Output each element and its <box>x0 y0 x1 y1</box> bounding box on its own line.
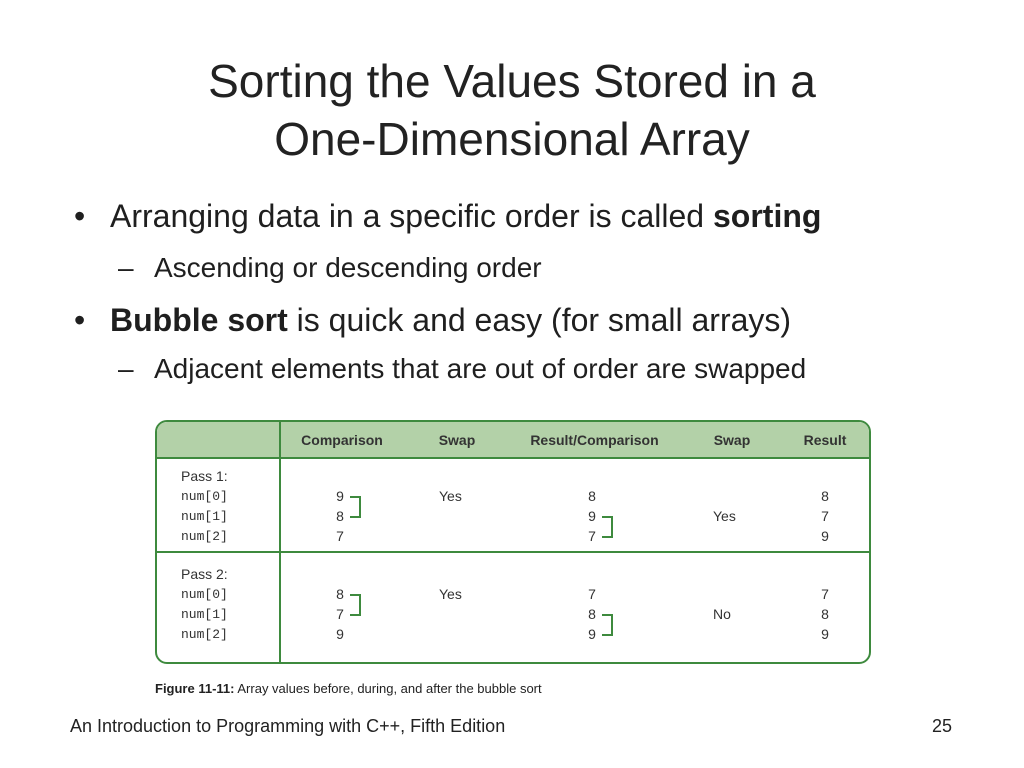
sub-bullet-text: Ascending or descending order <box>154 252 542 283</box>
index-label: num[0] <box>181 489 228 504</box>
column-divider <box>279 422 281 662</box>
figure-header-row <box>157 422 869 459</box>
result-value: 9 <box>821 528 829 544</box>
bullet-bold-term: Bubble sort <box>110 302 288 338</box>
swap-value: Yes <box>439 488 462 504</box>
bullet-text <box>110 302 791 339</box>
index-label: num[2] <box>181 529 228 544</box>
comparison-value: 7 <box>336 528 344 544</box>
bullet-text <box>110 198 821 235</box>
result-value: 7 <box>821 586 829 602</box>
comparison-value: 9 <box>336 626 344 642</box>
header-result: Result <box>803 432 847 448</box>
index-label: num[1] <box>181 607 228 622</box>
comparison-value: 8 <box>336 586 344 602</box>
footer-book-title: An Introduction to Programming with C++, Fifth Edition <box>70 716 506 736</box>
result-value: 7 <box>821 508 829 524</box>
index-label: num[2] <box>181 627 228 642</box>
sub-bullet-marker: – <box>118 353 134 384</box>
bubble-sort-figure <box>155 420 871 664</box>
row-divider <box>157 551 869 553</box>
caption-text: Array values before, during, and after the bubble sort <box>234 681 542 696</box>
comparison-bracket <box>602 516 613 538</box>
comparison-value: 8 <box>336 508 344 524</box>
result-comparison-value: 8 <box>588 606 596 622</box>
result-comparison-value: 9 <box>588 626 596 642</box>
bullet-bold-term: sorting <box>712 198 822 234</box>
bullet-text-before: Arranging data in a specific order is called <box>110 198 713 234</box>
header-comparison: Comparison <box>301 432 383 448</box>
comparison-bracket <box>350 496 361 518</box>
swap-value: No <box>713 606 731 622</box>
page-number: 25 <box>932 716 953 736</box>
title-line-2: One-Dimensional Array <box>274 113 750 165</box>
header-swap-2: Swap <box>713 432 751 448</box>
result-value: 8 <box>821 488 829 504</box>
slide-title <box>0 52 1024 168</box>
result-value: 9 <box>821 626 829 642</box>
pass-label: Pass 2: <box>181 566 228 582</box>
bullet-marker: • <box>74 198 86 234</box>
pass-label: Pass 1: <box>181 468 228 484</box>
comparison-bracket <box>350 594 361 616</box>
figure-caption <box>155 681 542 696</box>
index-label: num[1] <box>181 509 228 524</box>
swap-value: Yes <box>713 508 736 524</box>
index-label: num[0] <box>181 587 228 602</box>
title-line-1: Sorting the Values Stored in a <box>208 55 816 107</box>
comparison-bracket <box>602 614 613 636</box>
caption-label: Figure 11-11: <box>155 681 235 696</box>
header-swap-1: Swap <box>438 432 476 448</box>
result-comparison-value: 8 <box>588 488 596 504</box>
result-comparison-value: 7 <box>588 586 596 602</box>
result-comparison-value: 9 <box>588 508 596 524</box>
header-result-comparison: Result/Comparison <box>530 432 659 448</box>
swap-value: Yes <box>439 586 462 602</box>
result-value: 8 <box>821 606 829 622</box>
bullet-marker: • <box>74 302 86 338</box>
comparison-value: 7 <box>336 606 344 622</box>
comparison-value: 9 <box>336 488 344 504</box>
sub-bullet-marker: – <box>118 252 134 283</box>
bullet-text-after: is quick and easy (for small arrays) <box>287 302 792 338</box>
result-comparison-value: 7 <box>588 528 596 544</box>
sub-bullet-text: Adjacent elements that are out of order are swapped <box>154 353 807 384</box>
